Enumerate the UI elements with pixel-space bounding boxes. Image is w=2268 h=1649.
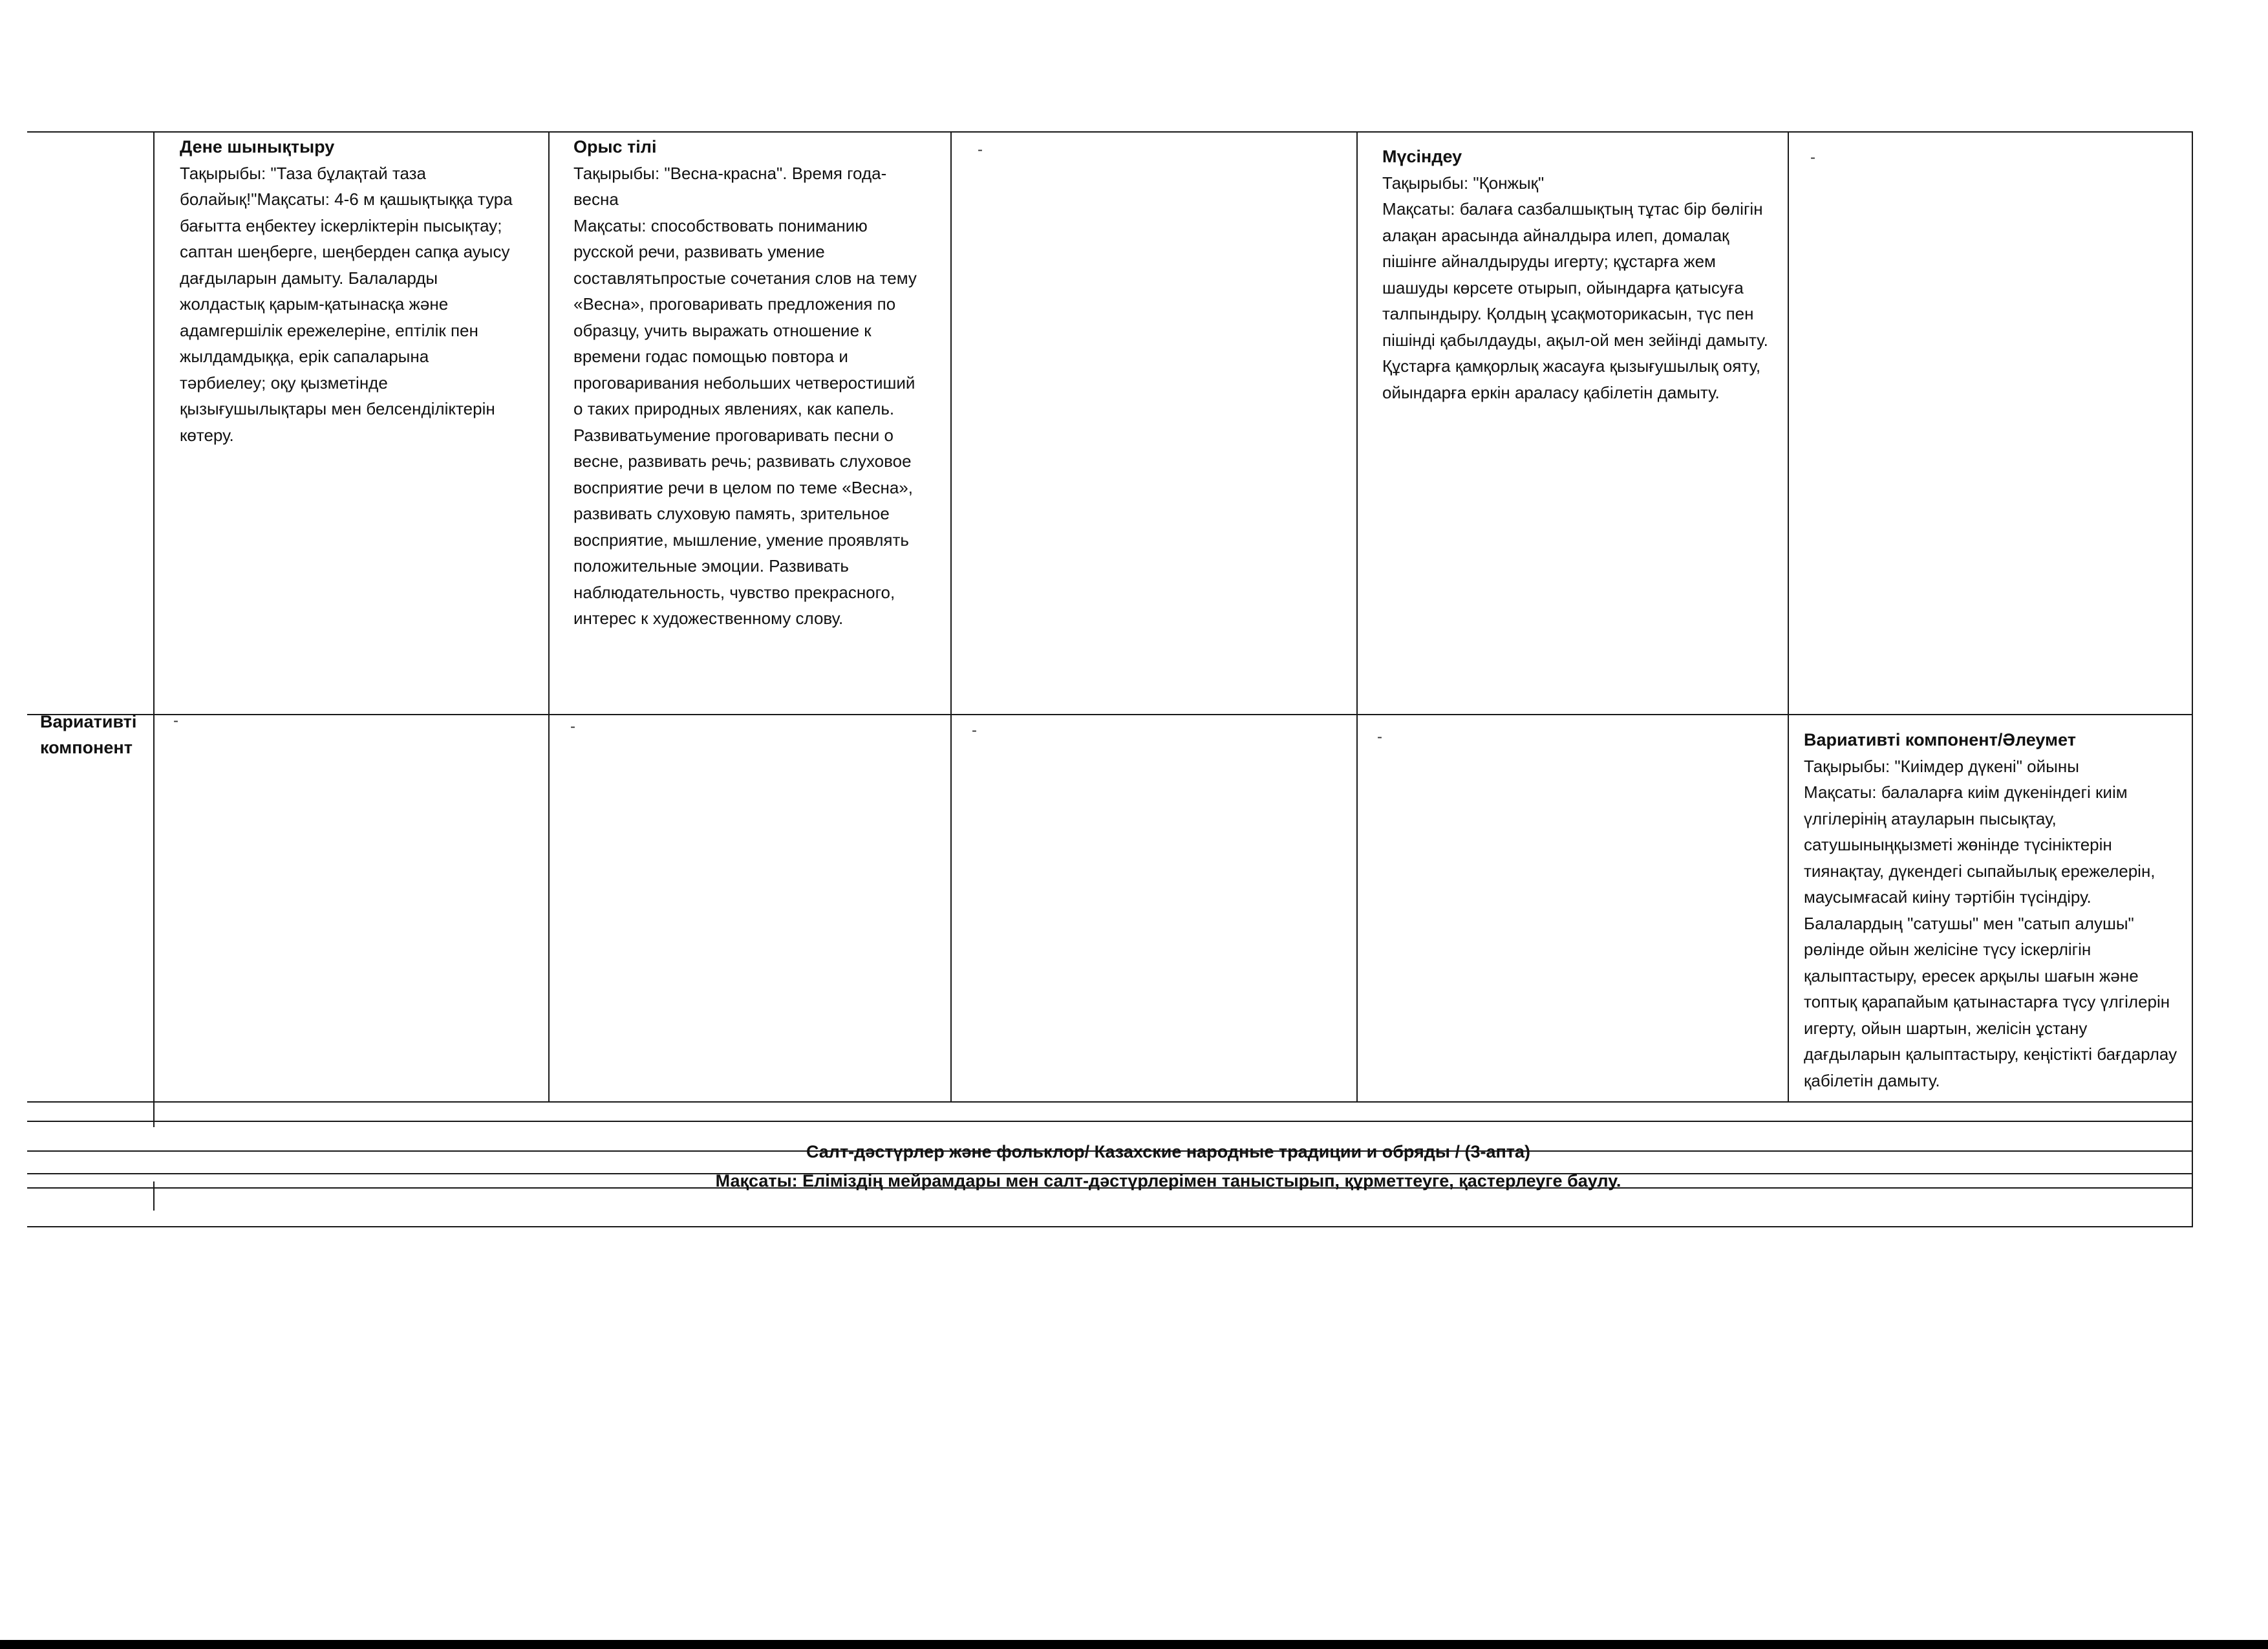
cell-paragraph: интерес к художественному слову. [573, 609, 844, 628]
cell-paragraph: Мақсаты: способствовать пониманию русской речи, развивать умение составлятьпростые сочетания слов на тему «Весна», проговаривать предложения по образцу, учить выражать отношение к времени годас помощью повтора и проговаривания небольших четверостиший о таких природных явлениях, как капель. Развиватьумение проговаривать песни о весне, развивать речь; развивать слуховое восприятие речи в целом по теме «Весна», развивать слуховую память, зрительное восприятие, мышление, умение проявлять положительные эмоции. Развивать наблюдательность, чувство прекрасного, [573, 215, 917, 602]
table-bottom-border [27, 1226, 2193, 1227]
cell-russian-language [573, 134, 923, 632]
column-divider [950, 131, 952, 1101]
cell-sculpting [1382, 144, 1770, 405]
table-right-border [2192, 131, 2193, 1226]
row-divider [27, 1121, 2193, 1122]
traditions-band-title: Салт-дәстүрлер және фольклор/ Казахские народные традиции и обряды / (3-апта) [806, 1142, 1531, 1161]
column-divider [1356, 131, 1358, 1101]
row-divider [27, 1101, 2193, 1103]
traditions-band-goal: Мақсаты: Еліміздің мейрамдары мен салт-дәстүрлерімен таныстырып, құрметтеуге, қастерлеуге баулу. [715, 1171, 1621, 1191]
cell-paragraph: Тақырыбы: "Весна-красна". Время года-весна [573, 163, 887, 209]
column-divider [548, 131, 550, 1101]
cell-heading: Орыс тілі [573, 137, 657, 156]
table-top-border [27, 131, 2193, 133]
cell-paragraph: Тақырыбы: "Қонжық" [1382, 173, 1545, 193]
empty-cell-dash: - [978, 141, 983, 158]
cell-variative-social [1804, 727, 2185, 1094]
empty-cell-dash: - [570, 718, 575, 735]
cell-physical-education [180, 134, 516, 448]
cell-paragraph: Тақырыбы: "Таза бұлақтай таза болайық!"Мақсаты: 4-6 м қашықтыққа тура бағытта еңбектеу іскерліктерін пысықтау; саптан шеңберге, шеңберден сапқа ауысу дағдыларын дамыту. Балаларды жолдастық қарым-қатынасқа және адамгершілік ережелеріне, ептілік пен жылдамдыққа, ерік сапаларына тәрбиелеу; оқу қызметінде қызығушылықтары мен белсенділіктерін көтеру. [180, 163, 513, 445]
cell-heading: Дене шынықтыру [180, 137, 335, 156]
empty-cell-dash: - [972, 722, 977, 739]
cell-paragraph: Тақырыбы: "Киімдер дүкені" ойыны [1804, 756, 2079, 776]
column-divider [153, 131, 155, 1127]
empty-cell-dash: - [173, 712, 178, 729]
scan-edge-bar [0, 1640, 2268, 1649]
row-label-variative: Вариативті компонент [40, 712, 137, 757]
column-divider [1788, 131, 1789, 1101]
cell-paragraph: Мақсаты: балаларға киім дүкеніндегі киім үлгілерінің атауларын пысықтау, сатушыныңқызметі жөнінде түсініктерін тиянақтау, дүкендегі сыпайылық ережелерін, маусымғасай киіну тәртібін түсіндіру. Балалардың "сатушы" мен "сатып алушы" рөлінде ойын желісіне түсу іскерлігін қалыптастыру, ересек арқылы шағын және топтық қарапайым қатынастарға түсу үлгілерін игерту, ойын шартын, желісін ұстану дағдыларын қалыптастыру, кеңістікті бағдарлау қабілетін дамыту. [1804, 782, 2177, 1090]
cell-paragraph: Мақсаты: балаға сазбалшықтың тұтас бір бөлігін алақан арасында айналдыра илеп, домалақ пішінге айналдыруды игерту; құстарға жем шашуды көрсете отырып, ойындарға қатысуға талпындыру. Қолдың ұсақмоторикасын, түс пен пішінді қабылдауды, ақыл-ой мен зейінді дамыту. Құстарға қамқорлық жасауға қызығушылық ояту, ойындарға еркін араласу қабілетін дамыту. [1382, 199, 1768, 402]
cell-heading: Вариативті компонент/Әлеумет [1804, 730, 2076, 749]
cell-heading: Мүсіндеу [1382, 147, 1462, 166]
empty-cell-dash: - [1377, 728, 1382, 746]
row-divider [27, 714, 2193, 715]
empty-cell-dash: - [1810, 149, 1815, 166]
